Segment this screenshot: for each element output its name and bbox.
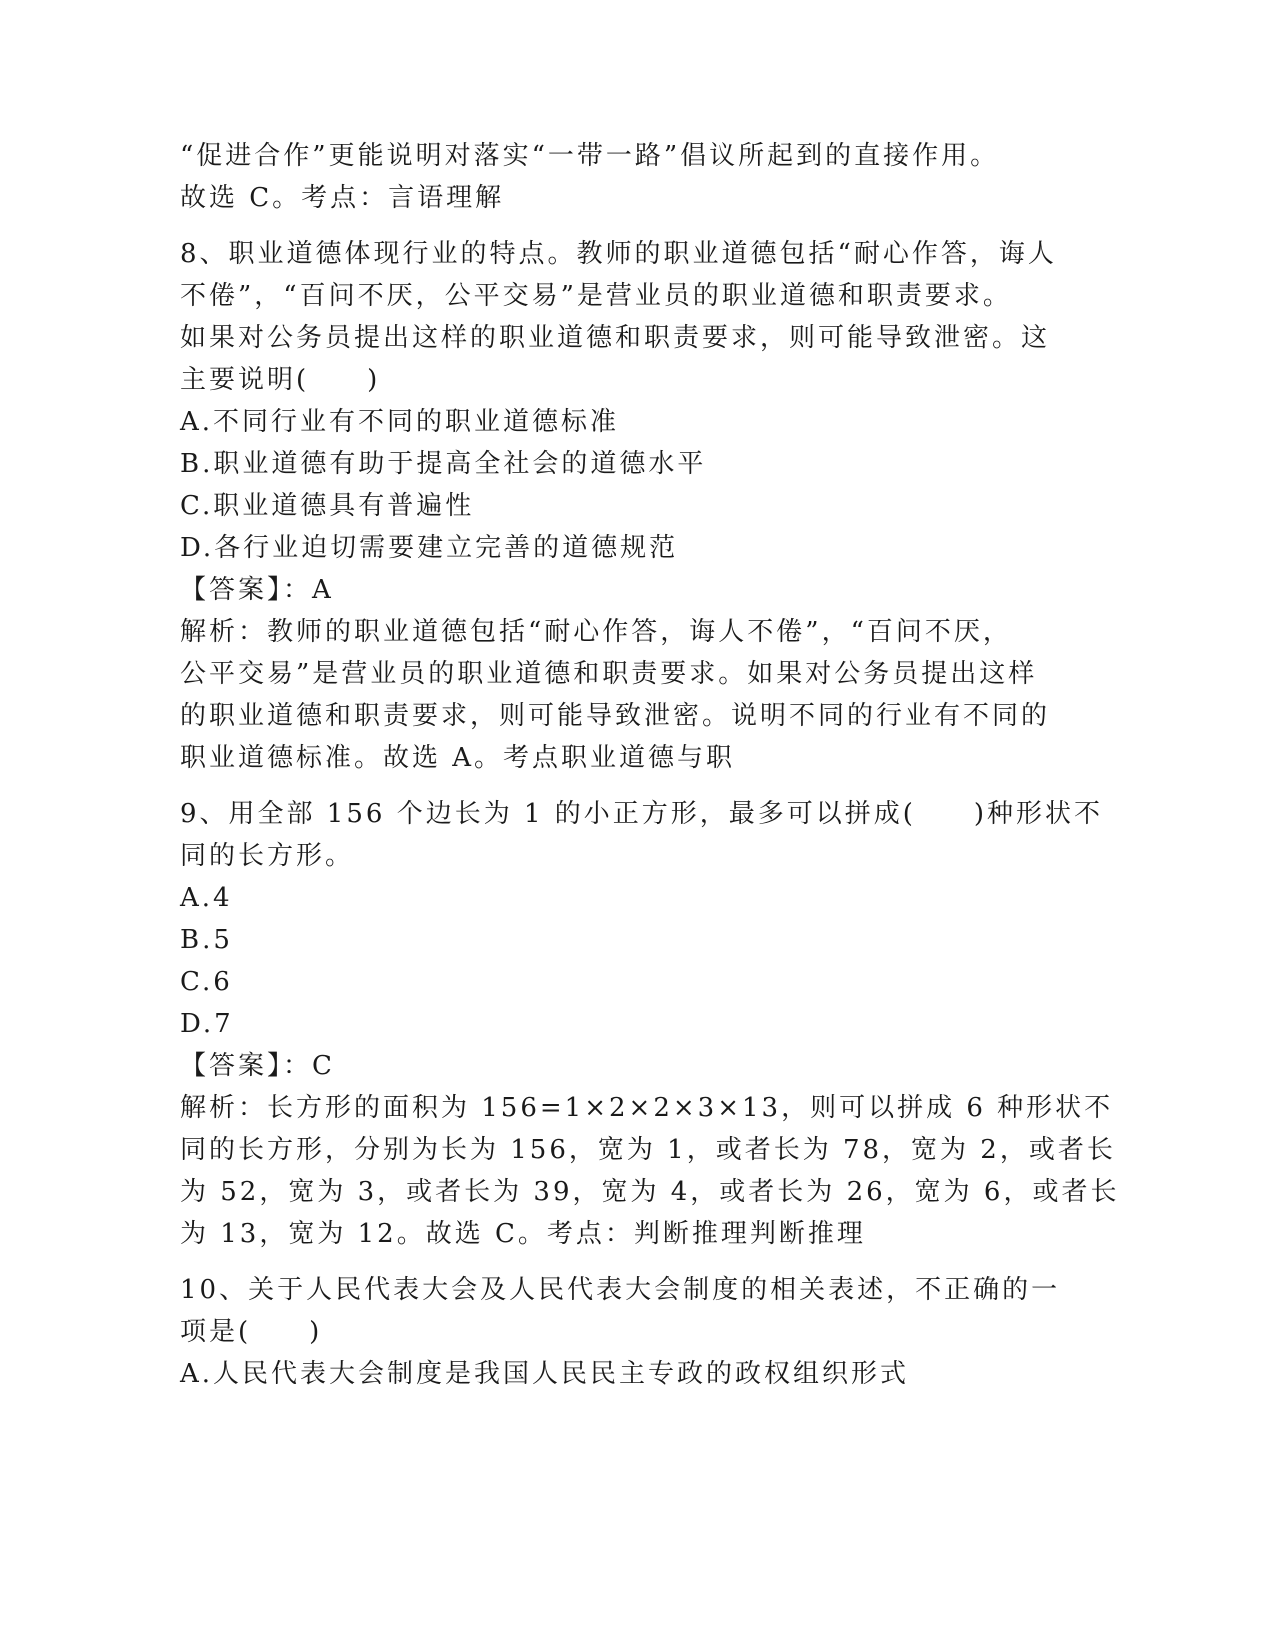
question-stem: 同的长方形。	[180, 841, 355, 871]
question-stem: 主要说明( )	[180, 365, 381, 395]
explanation: 的职业道德和职责要求，则可能导致泄密。说明不同的行业有不同的	[180, 701, 1051, 731]
option-c: C.职业道德具有普遍性	[180, 491, 475, 521]
question-7-tail	[180, 135, 1095, 219]
question-stem: 如果对公务员提出这样的职业道德和职责要求，则可能导致泄密。这	[180, 323, 1051, 353]
explanation: 解析：长方形的面积为 156=1×2×2×3×13，则可以拼成 6 种形状不	[180, 1093, 1114, 1123]
explanation: 职业道德标准。故选 A。考点职业道德与职	[180, 743, 736, 773]
option-a: A.4	[180, 883, 233, 913]
question-10	[180, 1269, 1095, 1395]
explanation: 为 52，宽为 3，或者长为 39，宽为 4，或者长为 26，宽为 6，或者长	[180, 1177, 1120, 1207]
question-stem: 9、用全部 156 个边长为 1 的小正方形，最多可以拼成( )种形状不	[180, 799, 1104, 829]
option-a: A.不同行业有不同的职业道德标准	[180, 407, 620, 437]
document-page	[180, 135, 1120, 1395]
option-b: B.职业道德有助于提高全社会的道德水平	[180, 449, 707, 479]
explanation: 公平交易”是营业员的职业道德和职责要求。如果对公务员提出这样	[180, 659, 1038, 689]
option-d: D.7	[180, 1009, 234, 1039]
question-stem: 8、职业道德体现行业的特点。教师的职业道德包括“耐心作答，诲人	[180, 239, 1057, 269]
option-a: A.人民代表大会制度是我国人民民主专政的政权组织形式	[180, 1359, 910, 1389]
explanation: 解析：教师的职业道德包括“耐心作答，诲人不倦”，“百问不厌，	[180, 617, 1012, 647]
option-b: B.5	[180, 925, 233, 955]
question-stem: 10、关于人民代表大会及人民代表大会制度的相关表述，不正确的一	[180, 1275, 1061, 1305]
text-line: 故选 C。考点：言语理解	[180, 183, 505, 213]
question-stem: 项是( )	[180, 1317, 323, 1347]
question-9	[180, 793, 1120, 1255]
answer: 【答案】：C	[180, 1051, 335, 1081]
question-8	[180, 233, 1095, 779]
explanation: 为 13，宽为 12。故选 C。考点：判断推理判断推理	[180, 1219, 866, 1249]
question-stem: 不倦”，“百问不厌，公平交易”是营业员的职业道德和职责要求。	[180, 281, 1012, 311]
option-d: D.各行业迫切需要建立完善的道德规范	[180, 533, 679, 563]
option-c: C.6	[180, 967, 233, 997]
text-line: “促进合作”更能说明对落实“一带一路”倡议所起到的直接作用。	[180, 141, 1000, 171]
explanation: 同的长方形，分别为长为 156，宽为 1，或者长为 78，宽为 2，或者长	[180, 1135, 1116, 1165]
answer: 【答案】：A	[180, 575, 334, 605]
